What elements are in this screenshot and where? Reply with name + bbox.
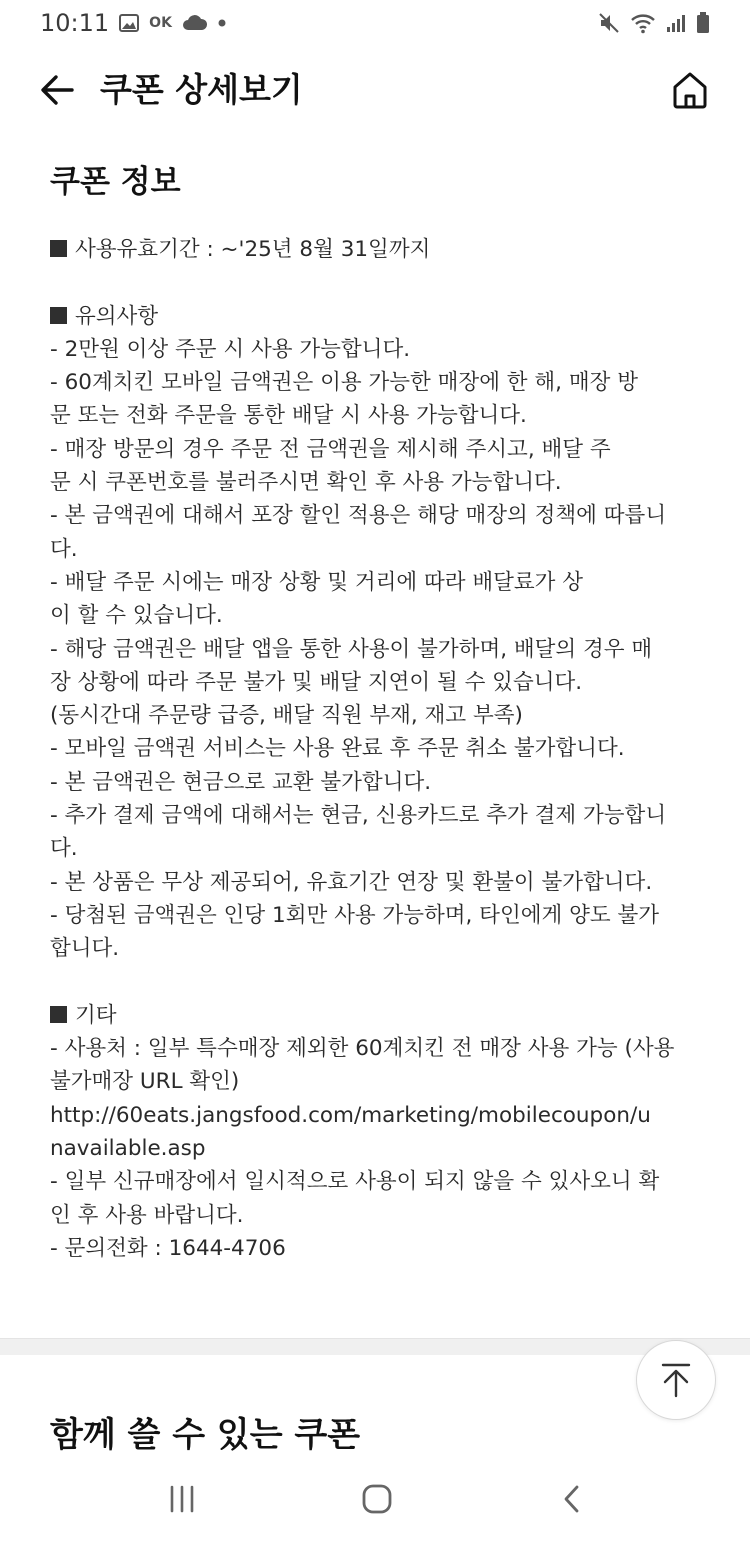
page-title: 쿠폰 상세보기 (100, 70, 303, 109)
image-icon (119, 14, 139, 32)
square-bullet-icon (50, 240, 67, 257)
home-icon (668, 68, 712, 112)
notes-line: 합니다. (50, 936, 120, 962)
etc-line: - 사용처 : 일부 특수매장 제외한 60계치킨 전 매장 사용 가능 (사용 (50, 1036, 675, 1062)
validity-text: 사용유효기간 : ~'25년 8월 31일까지 (75, 237, 431, 262)
etc-heading-text: 기타 (75, 1002, 117, 1028)
section-divider (0, 1338, 750, 1355)
etc-heading (50, 999, 710, 1032)
signal-icon (666, 13, 686, 33)
square-bullet-icon (50, 1006, 67, 1023)
notes-line: - 당첨된 금액권은 인당 1회만 사용 가능하며, 타인에게 양도 불가 (50, 902, 660, 928)
notes-line: (동시간대 주문량 급증, 배달 직원 부재, 재고 부족) (50, 703, 523, 729)
coupon-info-title: 쿠폰 정보 (50, 164, 181, 200)
related-coupons-title: 함께 쓸 수 있는 쿠폰 (50, 1415, 361, 1455)
notes-heading-text: 유의사항 (75, 303, 159, 329)
notes-line: 장 상황에 따라 주문 불가 및 배달 지연이 될 수 있습니다. (50, 669, 583, 695)
scroll-to-top-button[interactable] (636, 1340, 716, 1420)
notes-line: - 본 상품은 무상 제공되어, 유효기간 연장 및 환불이 불가합니다. (50, 869, 653, 895)
status-right (598, 12, 710, 34)
etc-list (50, 1032, 710, 1265)
notes-line: - 본 금액권에 대해서 포장 할인 적용은 해당 매장의 정책에 따릅니 (50, 503, 667, 529)
notes-line: - 해당 금액권은 배달 앱을 통한 사용이 불가하며, 배달의 경우 매 (50, 636, 653, 662)
etc-line: - 일부 신규매장에서 일시적으로 사용이 되지 않을 수 있사오니 확 (50, 1169, 660, 1195)
home-button[interactable] (668, 68, 712, 112)
system-back-button[interactable] (553, 1482, 593, 1516)
status-bar (0, 0, 750, 46)
validity-line (50, 233, 710, 266)
notes-line: - 본 금액권은 현금으로 교환 불가합니다. (50, 769, 432, 795)
notes-line: 문 또는 전화 주문을 통한 배달 시 사용 가능합니다. (50, 403, 527, 429)
notes-line: 문 시 쿠폰번호를 불러주시면 확인 후 사용 가능합니다. (50, 470, 562, 496)
mute-icon (598, 12, 620, 34)
back-button[interactable] (36, 68, 80, 112)
notes-heading (50, 300, 710, 333)
notes-line: - 추가 결제 금액에 대해서는 현금, 신용카드로 추가 결제 가능합니 (50, 803, 667, 829)
dot-icon (218, 19, 226, 27)
notes-line: - 배달 주문 시에는 매장 상황 및 거리에 따라 배달료가 상 (50, 569, 584, 595)
cloud-icon (182, 15, 208, 31)
app-header (0, 52, 750, 128)
arrow-up-to-top-icon (656, 1360, 696, 1400)
recent-apps-button[interactable] (162, 1482, 202, 1516)
system-home-button[interactable] (357, 1482, 397, 1516)
notes-line: 다. (50, 836, 78, 862)
coupon-info-body (50, 233, 710, 1265)
notes-line: 이 할 수 있습니다. (50, 603, 223, 629)
notes-line: 다. (50, 536, 78, 562)
recent-apps-icon (167, 1484, 197, 1514)
etc-line: 인 후 사용 바랍니다. (50, 1202, 244, 1228)
ok-cashbag-label: OK (149, 15, 172, 31)
etc-line: http://60eats.jangsfood.com/marketing/mobilecoupon/u (50, 1102, 651, 1128)
status-left (40, 9, 226, 37)
arrow-left-icon (36, 68, 80, 112)
etc-line: navailable.asp (50, 1136, 206, 1162)
back-chevron-icon (558, 1484, 588, 1514)
spacer (50, 266, 710, 299)
wifi-icon (630, 12, 656, 34)
home-circle-icon (361, 1483, 393, 1515)
square-bullet-icon (50, 307, 67, 324)
etc-line: - 문의전화 : 1644-4706 (50, 1235, 286, 1261)
status-time: 10:11 (40, 9, 110, 37)
battery-icon (696, 12, 710, 34)
notes-line: - 모바일 금액권 서비스는 사용 완료 후 주문 취소 불가합니다. (50, 736, 625, 762)
etc-line: 불가매장 URL 확인) (50, 1069, 240, 1095)
system-nav-bar (0, 1460, 750, 1541)
notes-line: - 60계치킨 모바일 금액권은 이용 가능한 매장에 한 해, 매장 방 (50, 370, 638, 396)
spacer (50, 966, 710, 999)
notes-line: - 매장 방문의 경우 주문 전 금액권을 제시해 주시고, 배달 주 (50, 436, 611, 462)
notes-list (50, 333, 710, 966)
ok-cashbag-icon (149, 15, 172, 31)
notes-line: - 2만원 이상 주문 시 사용 가능합니다. (50, 336, 411, 362)
